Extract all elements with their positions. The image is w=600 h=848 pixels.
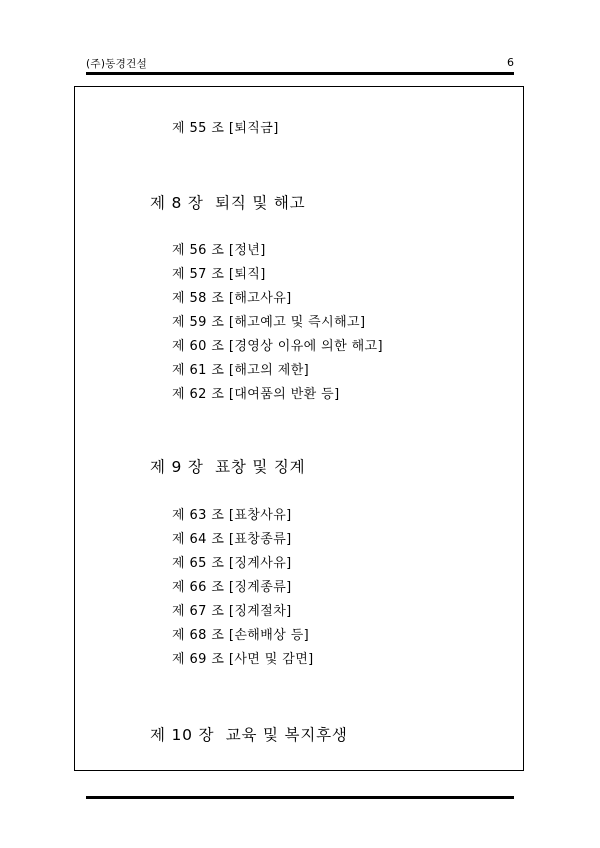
toc-chapter-9: 제 9 장 표창 및 징계 xyxy=(150,458,306,476)
content-frame xyxy=(74,86,524,771)
toc-article-67: 제 67 조 [징계절차] xyxy=(172,604,292,619)
toc-article-65: 제 65 조 [징계사유] xyxy=(172,556,292,571)
toc-article-60: 제 60 조 [경영상 이유에 의한 해고] xyxy=(172,339,383,354)
toc-article-68: 제 68 조 [손해배상 등] xyxy=(172,628,310,643)
toc-article-58: 제 58 조 [해고사유] xyxy=(172,291,292,306)
company-name: (주)동경건설 xyxy=(86,58,148,70)
toc-article-63: 제 63 조 [표창사유] xyxy=(172,508,292,523)
toc-chapter-8: 제 8 장 퇴직 및 해고 xyxy=(150,194,306,212)
toc-article-59: 제 59 조 [해고예고 및 즉시해고] xyxy=(172,315,366,330)
page-header xyxy=(86,56,514,72)
toc-article-62: 제 62 조 [대여품의 반환 등] xyxy=(172,387,340,402)
toc-article-57: 제 57 조 [퇴직] xyxy=(172,267,266,282)
toc-article-61: 제 61 조 [해고의 제한] xyxy=(172,363,310,378)
toc-chapter-10: 제 10 장 교육 및 복지후생 xyxy=(150,726,348,744)
toc-article-55: 제 55 조 [퇴직금] xyxy=(172,121,279,136)
page-number: 6 xyxy=(507,56,514,69)
toc-article-66: 제 66 조 [징계종류] xyxy=(172,580,292,595)
toc-article-64: 제 64 조 [표창종류] xyxy=(172,532,292,547)
toc-article-69: 제 69 조 [사면 및 감면] xyxy=(172,652,314,667)
header-rule xyxy=(86,72,514,75)
toc-article-56: 제 56 조 [정년] xyxy=(172,243,266,258)
footer-rule xyxy=(86,796,514,799)
